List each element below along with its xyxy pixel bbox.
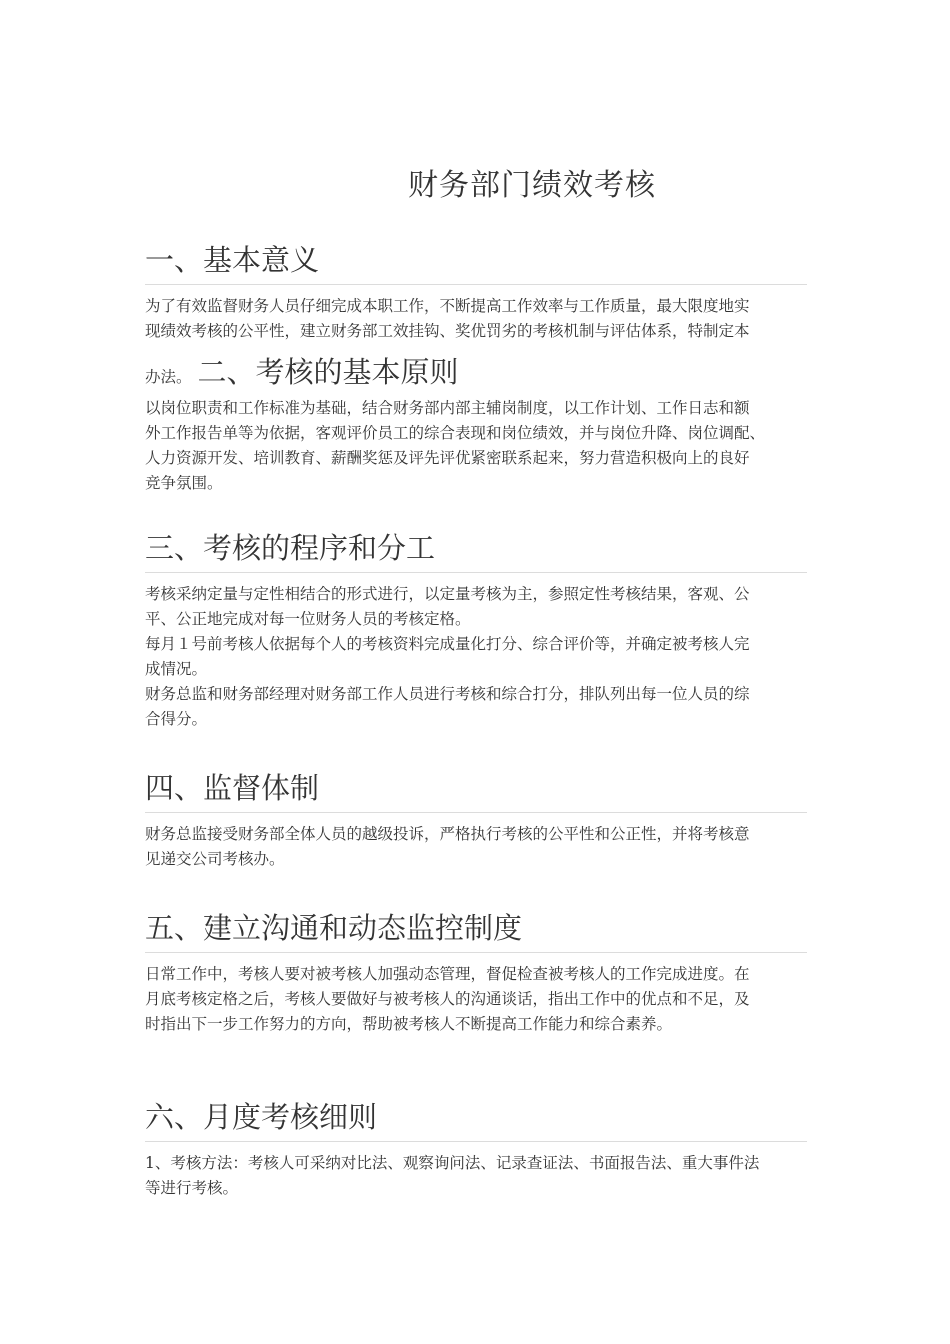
section-paragraph [145, 294, 807, 344]
paragraph-line: 时指出下一步工作努力的方向，帮助被考核人不断提高工作能力和综合素养。 [145, 1015, 673, 1033]
section-paragraph [145, 582, 807, 732]
paragraph-line: 等进行考核。 [145, 1179, 239, 1197]
paragraph-line: 财务总监接受财务部全体人员的越级投诉，严格执行考核的公平性和公正性，并将考核意 [145, 825, 750, 843]
paragraph-line: 现绩效考核的公平性，建立财务部工效挂钩、奖优罚劣的考核机制与评估体系，特制定本 [145, 322, 750, 340]
section-divider [145, 572, 807, 573]
section-heading: 六、月度考核细则 [145, 1100, 378, 1134]
section-heading: 四、监督体制 [145, 771, 320, 805]
section-heading: 二、考核的基本原则 [197, 355, 459, 389]
section-supervision [145, 768, 807, 872]
section-procedure [145, 528, 807, 732]
paragraph-line: 竞争氛围。 [145, 474, 223, 492]
section-monthly-rules [145, 1097, 807, 1201]
paragraph-line: 月底考核定格之后，考核人要做好与被考核人的沟通谈话，指出工作中的优点和不足，及 [145, 990, 750, 1008]
paragraph-line: 见递交公司考核办。 [145, 850, 285, 868]
paragraph-line: 人力资源开发、培训教育、薪酬奖惩及评先评优紧密联系起来，努力营造积极向上的良好 [145, 449, 750, 467]
document-title: 财务部门绩效考核 [408, 168, 656, 203]
section-divider [145, 1141, 807, 1142]
section-heading: 三、考核的程序和分工 [145, 531, 436, 565]
paragraph-line: 平、公正地完成对每一位财务人员的考核定格。 [145, 610, 471, 628]
section-heading: 五、建立沟通和动态监控制度 [145, 911, 523, 945]
section-basic-principles-body [145, 396, 807, 496]
paragraph-line: 1、考核方法：考核人可采纳对比法、观察询问法、记录查证法、书面报告法、重大事件法 [145, 1154, 760, 1172]
section-basic-meaning [145, 240, 807, 344]
paragraph-line: 成情况。 [145, 660, 208, 678]
paragraph-line: 以岗位职责和工作标准为基础，结合财务部内部主辅岗制度，以工作计划、工作日志和额 [145, 399, 750, 417]
section-paragraph [145, 822, 807, 872]
paragraph-line: 外工作报告单等为依据，客观评价员工的综合表现和岗位绩效，并与岗位升降、岗位调配、 [145, 424, 766, 442]
paragraph-line: 办法。 [145, 368, 192, 386]
section-paragraph [145, 962, 807, 1037]
mixed-line [145, 352, 807, 397]
paragraph-line: 为了有效监督财务人员仔细完成本职工作，不断提高工作效率与工作质量，最大限度地实 [145, 297, 750, 315]
paragraph-line: 考核采纳定量与定性相结合的形式进行，以定量考核为主，参照定性考核结果，客观、公 [145, 585, 750, 603]
section-divider [145, 812, 807, 813]
paragraph-line: 财务总监和财务部经理对财务部工作人员进行考核和综合打分，排队列出每一位人员的综 [145, 685, 750, 703]
paragraph-line: 合得分。 [145, 710, 208, 728]
section-divider [145, 284, 807, 285]
section-communication [145, 908, 807, 1037]
paragraph-line: 每月１号前考核人依据每个人的考核资料完成量化打分、综合评价等，并确定被考核人完 [145, 635, 750, 653]
paragraph-line: 日常工作中，考核人要对被考核人加强动态管理，督促检查被考核人的工作完成进度。在 [145, 965, 750, 983]
section-paragraph [145, 396, 807, 496]
section-divider [145, 952, 807, 953]
section-heading: 一、基本意义 [145, 243, 320, 277]
section-paragraph [145, 1151, 807, 1201]
